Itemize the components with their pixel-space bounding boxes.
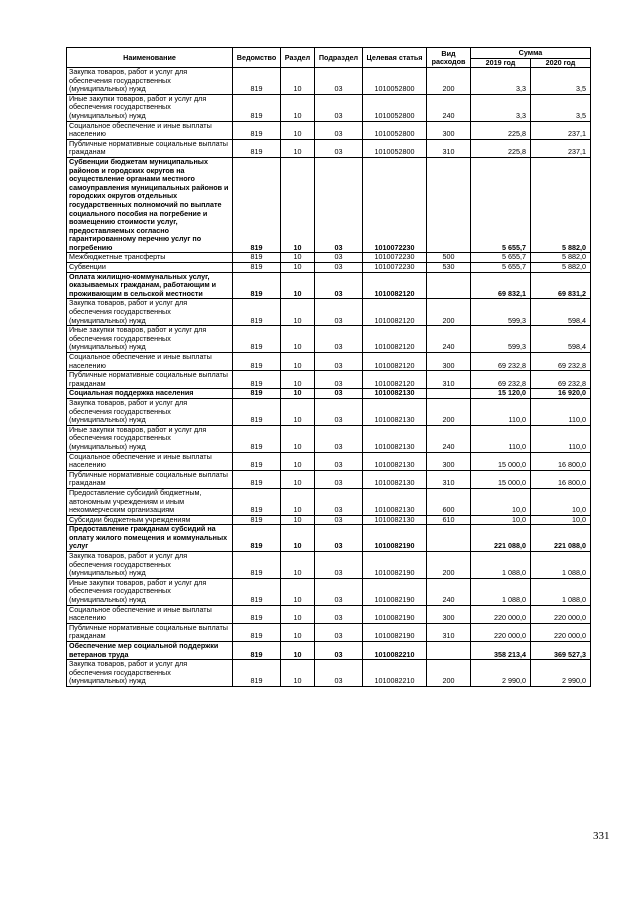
table-row — [67, 157, 591, 253]
row-podrazdel: 03 — [315, 660, 363, 687]
row-sum-2020: 5 882,0 — [531, 263, 591, 273]
row-podrazdel: 03 — [315, 68, 363, 95]
row-vedomstvo: 819 — [233, 371, 281, 389]
table-row — [67, 642, 591, 660]
table-row — [67, 470, 591, 488]
row-stat: 1010082190 — [363, 552, 427, 579]
row-vedomstvo: 819 — [233, 121, 281, 139]
table-row — [67, 326, 591, 353]
header-2020: 2020 год — [531, 59, 591, 68]
row-sum-2020: 3,5 — [531, 68, 591, 95]
row-sum-2019: 2 990,0 — [471, 660, 531, 687]
row-name: Социальное обеспечение и иные выплаты населению — [67, 121, 233, 139]
row-sum-2020: 1 088,0 — [531, 578, 591, 605]
row-name: Предоставление субсидий бюджетным, автономным учреждениям и иным некоммерческим организациям — [67, 488, 233, 515]
row-vid: 310 — [427, 470, 471, 488]
row-vid: 200 — [427, 552, 471, 579]
row-podrazdel: 03 — [315, 299, 363, 326]
row-vedomstvo: 819 — [233, 68, 281, 95]
row-vedomstvo: 819 — [233, 525, 281, 552]
table-row — [67, 272, 591, 299]
row-razdel: 10 — [281, 353, 315, 371]
row-podrazdel: 03 — [315, 272, 363, 299]
row-podrazdel: 03 — [315, 94, 363, 121]
row-vid — [427, 642, 471, 660]
row-podrazdel: 03 — [315, 263, 363, 273]
row-podrazdel: 03 — [315, 488, 363, 515]
row-vid: 310 — [427, 139, 471, 157]
row-stat: 1010052800 — [363, 94, 427, 121]
row-name: Иные закупки товаров, работ и услуг для обеспечения государственных (муниципальных) нужд — [67, 94, 233, 121]
row-vedomstvo: 819 — [233, 552, 281, 579]
row-sum-2020: 69 831,2 — [531, 272, 591, 299]
row-stat: 1010082190 — [363, 605, 427, 623]
row-vedomstvo: 819 — [233, 326, 281, 353]
row-sum-2019: 220 000,0 — [471, 605, 531, 623]
row-stat: 1010082190 — [363, 578, 427, 605]
row-sum-2019: 10,0 — [471, 515, 531, 525]
row-vedomstvo: 819 — [233, 642, 281, 660]
row-name: Предоставление гражданам субсидий на оплату жилого помещения и коммунальных услуг — [67, 525, 233, 552]
row-vid: 610 — [427, 515, 471, 525]
row-sum-2020: 221 088,0 — [531, 525, 591, 552]
row-sum-2020: 16 800,0 — [531, 470, 591, 488]
row-razdel: 10 — [281, 263, 315, 273]
row-vid: 310 — [427, 371, 471, 389]
row-vid — [427, 157, 471, 253]
row-podrazdel: 03 — [315, 552, 363, 579]
row-stat: 1010082130 — [363, 470, 427, 488]
row-sum-2019: 69 232,8 — [471, 353, 531, 371]
row-stat: 1010082130 — [363, 425, 427, 452]
row-razdel: 10 — [281, 299, 315, 326]
row-vid — [427, 272, 471, 299]
row-razdel: 10 — [281, 552, 315, 579]
table-row — [67, 605, 591, 623]
row-vedomstvo: 819 — [233, 94, 281, 121]
row-name: Социальное обеспечение и иные выплаты населению — [67, 452, 233, 470]
row-razdel: 10 — [281, 642, 315, 660]
row-podrazdel: 03 — [315, 642, 363, 660]
row-vedomstvo: 819 — [233, 253, 281, 263]
row-sum-2019: 5 655,7 — [471, 157, 531, 253]
row-sum-2019: 15 120,0 — [471, 389, 531, 399]
row-sum-2020: 10,0 — [531, 488, 591, 515]
row-vid: 240 — [427, 326, 471, 353]
row-stat: 1010082210 — [363, 660, 427, 687]
row-vedomstvo: 819 — [233, 470, 281, 488]
table-row — [67, 253, 591, 263]
row-podrazdel: 03 — [315, 157, 363, 253]
row-vedomstvo: 819 — [233, 299, 281, 326]
row-vedomstvo: 819 — [233, 389, 281, 399]
table-row — [67, 425, 591, 452]
row-vid: 200 — [427, 68, 471, 95]
row-sum-2020: 1 088,0 — [531, 552, 591, 579]
header-razdel: Раздел — [281, 48, 315, 68]
row-podrazdel: 03 — [315, 605, 363, 623]
row-name: Закупка товаров, работ и услуг для обеспечения государственных (муниципальных) нужд — [67, 398, 233, 425]
row-razdel: 10 — [281, 371, 315, 389]
row-vedomstvo: 819 — [233, 578, 281, 605]
row-razdel: 10 — [281, 139, 315, 157]
row-name: Иные закупки товаров, работ и услуг для обеспечения государственных (муниципальных) нужд — [67, 326, 233, 353]
row-podrazdel: 03 — [315, 389, 363, 399]
row-vid: 600 — [427, 488, 471, 515]
row-vedomstvo: 819 — [233, 623, 281, 641]
row-vid: 240 — [427, 425, 471, 452]
row-name: Социальная поддержка населения — [67, 389, 233, 399]
row-vedomstvo: 819 — [233, 660, 281, 687]
row-sum-2019: 3,3 — [471, 68, 531, 95]
row-podrazdel: 03 — [315, 515, 363, 525]
row-sum-2020: 16 920,0 — [531, 389, 591, 399]
header-podrazdel: Подраздел — [315, 48, 363, 68]
row-podrazdel: 03 — [315, 371, 363, 389]
row-podrazdel: 03 — [315, 525, 363, 552]
row-sum-2020: 237,1 — [531, 139, 591, 157]
row-vid: 240 — [427, 578, 471, 605]
row-name: Закупка товаров, работ и услуг для обеспечения государственных (муниципальных) нужд — [67, 552, 233, 579]
row-razdel: 10 — [281, 68, 315, 95]
table-row — [67, 488, 591, 515]
row-sum-2019: 110,0 — [471, 398, 531, 425]
row-name: Обеспечение мер социальной поддержки ветеранов труда — [67, 642, 233, 660]
table-body — [67, 68, 591, 687]
row-vedomstvo: 819 — [233, 398, 281, 425]
row-sum-2020: 2 990,0 — [531, 660, 591, 687]
table-row — [67, 515, 591, 525]
row-vedomstvo: 819 — [233, 272, 281, 299]
header-stat: Целевая статья — [363, 48, 427, 68]
row-sum-2020: 369 527,3 — [531, 642, 591, 660]
row-name: Межбюджетные трансферты — [67, 253, 233, 263]
row-vedomstvo: 819 — [233, 353, 281, 371]
table-row — [67, 263, 591, 273]
row-vedomstvo: 819 — [233, 263, 281, 273]
row-vid: 300 — [427, 353, 471, 371]
row-name: Оплата жилищно-коммунальных услуг, оказываемых гражданам, работающим и проживающим в сельской местности — [67, 272, 233, 299]
row-razdel: 10 — [281, 94, 315, 121]
row-vedomstvo: 819 — [233, 452, 281, 470]
row-sum-2019: 15 000,0 — [471, 452, 531, 470]
row-vedomstvo: 819 — [233, 488, 281, 515]
row-vid: 300 — [427, 452, 471, 470]
row-stat: 1010052800 — [363, 121, 427, 139]
row-sum-2020: 16 800,0 — [531, 452, 591, 470]
row-name: Субвенции бюджетам муниципальных районов и городских округов на осуществление органами местного самоуправления муниципальных районов и городских округов отдельных государственных полномочий по выплате социального пособия на погребение и возмещению стоимости услуг, предоставляемых согласно гарантированному перечню услуг по погребению — [67, 157, 233, 253]
table-row — [67, 552, 591, 579]
row-name: Публичные нормативные социальные выплаты гражданам — [67, 139, 233, 157]
row-vid: 240 — [427, 94, 471, 121]
row-stat: 1010052800 — [363, 68, 427, 95]
row-sum-2020: 220 000,0 — [531, 623, 591, 641]
header-vid: Вид расходов — [427, 48, 471, 68]
row-vid: 300 — [427, 121, 471, 139]
row-sum-2019: 221 088,0 — [471, 525, 531, 552]
row-razdel: 10 — [281, 488, 315, 515]
row-razdel: 10 — [281, 398, 315, 425]
row-name: Публичные нормативные социальные выплаты гражданам — [67, 470, 233, 488]
row-name: Иные закупки товаров, работ и услуг для обеспечения государственных (муниципальных) нужд — [67, 425, 233, 452]
row-sum-2020: 110,0 — [531, 425, 591, 452]
row-stat: 1010082120 — [363, 353, 427, 371]
table-row — [67, 94, 591, 121]
table-row — [67, 299, 591, 326]
row-sum-2020: 5 882,0 — [531, 253, 591, 263]
row-sum-2019: 3,3 — [471, 94, 531, 121]
row-sum-2020: 69 232,8 — [531, 371, 591, 389]
row-name: Публичные нормативные социальные выплаты гражданам — [67, 371, 233, 389]
row-sum-2019: 358 213,4 — [471, 642, 531, 660]
row-stat: 1010052800 — [363, 139, 427, 157]
row-podrazdel: 03 — [315, 470, 363, 488]
row-sum-2019: 1 088,0 — [471, 578, 531, 605]
row-name: Закупка товаров, работ и услуг для обеспечения государственных (муниципальных) нужд — [67, 660, 233, 687]
row-vedomstvo: 819 — [233, 157, 281, 253]
row-vid: 530 — [427, 263, 471, 273]
row-podrazdel: 03 — [315, 353, 363, 371]
row-vedomstvo: 819 — [233, 425, 281, 452]
row-sum-2019: 15 000,0 — [471, 470, 531, 488]
row-vedomstvo: 819 — [233, 139, 281, 157]
row-sum-2019: 5 655,7 — [471, 253, 531, 263]
row-razdel: 10 — [281, 121, 315, 139]
row-name: Социальное обеспечение и иные выплаты населению — [67, 353, 233, 371]
table-row — [67, 389, 591, 399]
row-razdel: 10 — [281, 623, 315, 641]
row-razdel: 10 — [281, 470, 315, 488]
table-row — [67, 452, 591, 470]
row-name: Закупка товаров, работ и услуг для обеспечения государственных (муниципальных) нужд — [67, 68, 233, 95]
row-stat: 1010072230 — [363, 263, 427, 273]
row-vid — [427, 389, 471, 399]
row-sum-2019: 599,3 — [471, 326, 531, 353]
row-podrazdel: 03 — [315, 623, 363, 641]
row-razdel: 10 — [281, 578, 315, 605]
row-podrazdel: 03 — [315, 253, 363, 263]
row-stat: 1010072230 — [363, 253, 427, 263]
table-row — [67, 139, 591, 157]
row-stat: 1010082130 — [363, 452, 427, 470]
row-razdel: 10 — [281, 515, 315, 525]
row-vid: 200 — [427, 299, 471, 326]
row-stat: 1010082120 — [363, 371, 427, 389]
row-sum-2019: 10,0 — [471, 488, 531, 515]
row-vedomstvo: 819 — [233, 605, 281, 623]
row-razdel: 10 — [281, 326, 315, 353]
header-name: Наименование — [67, 48, 233, 68]
budget-table — [66, 47, 591, 687]
row-razdel: 10 — [281, 253, 315, 263]
row-name: Субсидии бюджетным учреждениям — [67, 515, 233, 525]
row-sum-2019: 69 232,8 — [471, 371, 531, 389]
row-razdel: 10 — [281, 660, 315, 687]
table-row — [67, 68, 591, 95]
row-vid: 200 — [427, 660, 471, 687]
row-sum-2020: 10,0 — [531, 515, 591, 525]
table-row — [67, 525, 591, 552]
row-sum-2020: 598,4 — [531, 299, 591, 326]
row-sum-2019: 225,8 — [471, 139, 531, 157]
row-sum-2020: 237,1 — [531, 121, 591, 139]
row-podrazdel: 03 — [315, 425, 363, 452]
row-sum-2020: 69 232,8 — [531, 353, 591, 371]
row-razdel: 10 — [281, 525, 315, 552]
row-stat: 1010082130 — [363, 488, 427, 515]
table-row — [67, 398, 591, 425]
row-podrazdel: 03 — [315, 578, 363, 605]
row-podrazdel: 03 — [315, 326, 363, 353]
row-sum-2020: 110,0 — [531, 398, 591, 425]
row-podrazdel: 03 — [315, 121, 363, 139]
row-stat: 1010082120 — [363, 326, 427, 353]
row-razdel: 10 — [281, 452, 315, 470]
row-vid: 500 — [427, 253, 471, 263]
row-stat: 1010072230 — [363, 157, 427, 253]
row-vid: 310 — [427, 623, 471, 641]
row-sum-2019: 1 088,0 — [471, 552, 531, 579]
row-sum-2019: 69 832,1 — [471, 272, 531, 299]
row-sum-2020: 5 882,0 — [531, 157, 591, 253]
row-stat: 1010082190 — [363, 525, 427, 552]
row-stat: 1010082120 — [363, 272, 427, 299]
row-stat: 1010082130 — [363, 515, 427, 525]
header-summa: Сумма — [471, 48, 591, 59]
row-podrazdel: 03 — [315, 398, 363, 425]
row-razdel: 10 — [281, 605, 315, 623]
row-podrazdel: 03 — [315, 452, 363, 470]
table-row — [67, 353, 591, 371]
row-name: Социальное обеспечение и иные выплаты населению — [67, 605, 233, 623]
header-vedomstvo: Ведомство — [233, 48, 281, 68]
table-row — [67, 623, 591, 641]
row-stat: 1010082210 — [363, 642, 427, 660]
row-name: Закупка товаров, работ и услуг для обеспечения государственных (муниципальных) нужд — [67, 299, 233, 326]
table-row — [67, 660, 591, 687]
row-vid: 200 — [427, 398, 471, 425]
row-podrazdel: 03 — [315, 139, 363, 157]
row-name: Иные закупки товаров, работ и услуг для обеспечения государственных (муниципальных) нужд — [67, 578, 233, 605]
row-name: Субвенции — [67, 263, 233, 273]
row-razdel: 10 — [281, 157, 315, 253]
row-vid: 300 — [427, 605, 471, 623]
row-name: Публичные нормативные социальные выплаты гражданам — [67, 623, 233, 641]
row-vid — [427, 525, 471, 552]
table-row — [67, 121, 591, 139]
row-sum-2019: 225,8 — [471, 121, 531, 139]
table-row — [67, 371, 591, 389]
header-2019: 2019 год — [471, 59, 531, 68]
table-row — [67, 578, 591, 605]
row-vedomstvo: 819 — [233, 515, 281, 525]
row-sum-2019: 110,0 — [471, 425, 531, 452]
page-number: 331 — [593, 830, 610, 842]
row-razdel: 10 — [281, 425, 315, 452]
row-sum-2019: 5 655,7 — [471, 263, 531, 273]
row-sum-2019: 220 000,0 — [471, 623, 531, 641]
row-sum-2020: 220 000,0 — [531, 605, 591, 623]
row-sum-2020: 3,5 — [531, 94, 591, 121]
row-stat: 1010082130 — [363, 389, 427, 399]
row-stat: 1010082130 — [363, 398, 427, 425]
row-razdel: 10 — [281, 389, 315, 399]
row-stat: 1010082190 — [363, 623, 427, 641]
row-stat: 1010082120 — [363, 299, 427, 326]
row-sum-2020: 598,4 — [531, 326, 591, 353]
row-sum-2019: 599,3 — [471, 299, 531, 326]
row-razdel: 10 — [281, 272, 315, 299]
